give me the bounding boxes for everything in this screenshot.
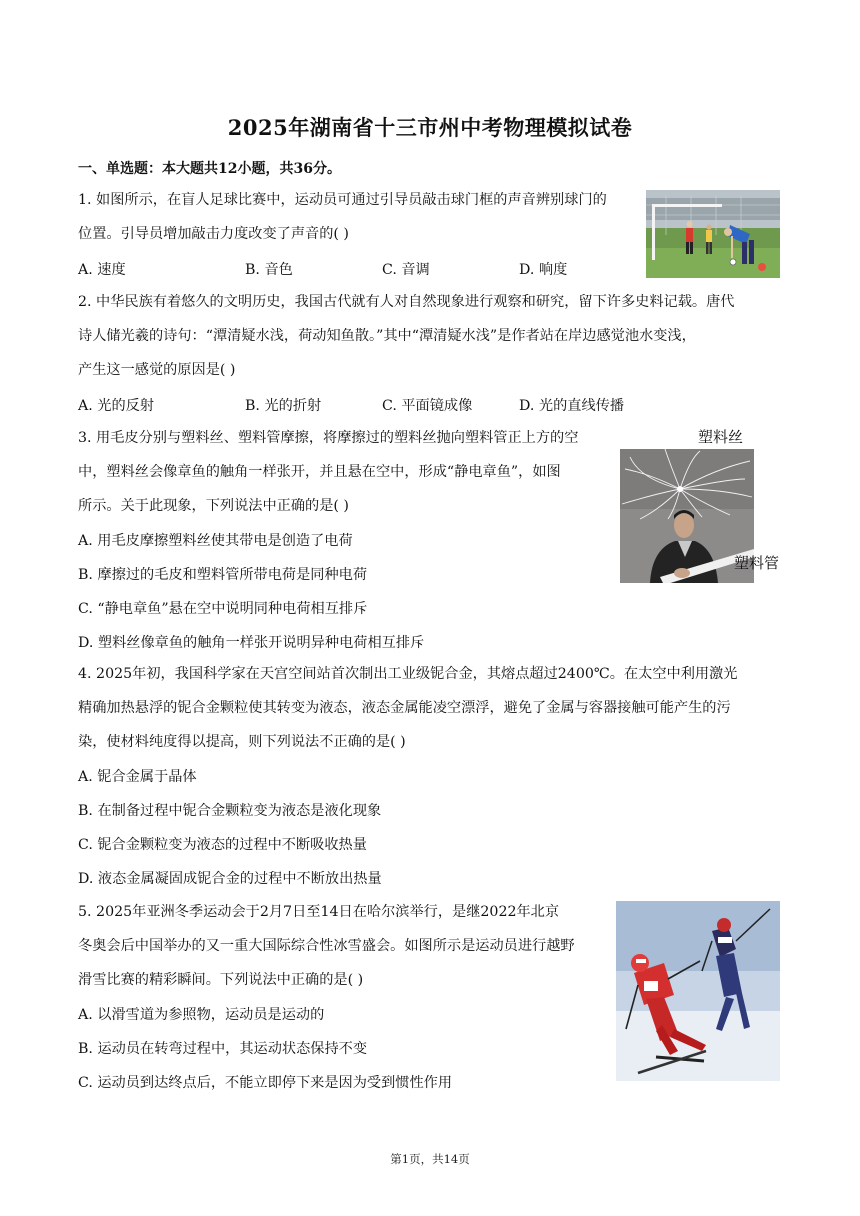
q1-option-d: D. 响度 [519,262,568,278]
q3-line-1: 3. 用毛皮分别与塑料丝、塑料管摩擦，将摩擦过的塑料丝抛向塑料管正上方的空 [78,430,579,446]
skiing-photo [616,901,780,1081]
q3-line-3: 所示。关于此现象，下列说法中正确的是( ) [78,498,349,514]
football-photo [646,190,780,278]
page-title: 2025年湖南省十三市州中考物理模拟试卷 [227,115,633,140]
q1-option-c: C. 音调 [382,262,430,278]
q4-line-3: 染，使材料纯度得以提高，则下列说法不正确的是( ) [78,734,406,750]
q2-line-1: 2. 中华民族有着悠久的文明历史，我国古代就有人对自然现象进行观察和研究，留下许多史料记载。唐代 [78,294,735,310]
q4-option-a: A. 铌合金属于晶体 [78,769,197,785]
q3-line-2: 中，塑料丝会像章鱼的触角一样张开，并且悬在空中，形成“静电章鱼”，如图 [78,464,561,480]
q2-option-c: C. 平面镜成像 [382,398,473,414]
plastic-tube-label: 塑料管 [734,554,780,572]
q5-option-b: B. 运动员在转弯过程中，其运动状态保持不变 [78,1041,368,1057]
q4-option-b: B. 在制备过程中铌合金颗粒变为液态是液化现象 [78,803,382,819]
section-heading: 一、单选题：本大题共12小题，共36分。 [78,161,341,177]
q5-option-a: A. 以滑雪道为参照物，运动员是运动的 [78,1007,325,1023]
plastic-thread-label: 塑料丝 [698,428,744,446]
q4-option-d: D. 液态金属凝固成铌合金的过程中不断放出热量 [78,871,382,887]
q3-option-c: C. “静电章鱼”悬在空中说明同种电荷相互排斥 [78,601,368,617]
q3-option-a: A. 用毛皮摩擦塑料丝使其带电是创造了电荷 [78,533,353,549]
page-footer: 第1页，共14页 [390,1152,470,1166]
q1-line-1: 1. 如图所示，在盲人足球比赛中，运动员可通过引导员敲击球门框的声音辨别球门的 [78,192,607,208]
q4-line-1: 4. 2025年初，我国科学家在天宫空间站首次制出工业级铌合金，其熔点超过2400℃。在太空中利用激光 [78,666,738,682]
q4-line-2: 精确加热悬浮的铌合金颗粒使其转变为液态，液态金属能凌空漂浮，避免了金属与容器接触可能产生的污 [78,700,731,716]
q2-option-b: B. 光的折射 [245,398,322,414]
q3-option-d: D. 塑料丝像章鱼的触角一样张开说明异种电荷相互排斥 [78,635,425,651]
q1-option-a: A. 速度 [78,262,126,278]
q3-option-b: B. 摩擦过的毛皮和塑料管所带电荷是同种电荷 [78,567,368,583]
q1-option-b: B. 音色 [245,262,293,278]
q4-option-c: C. 铌合金颗粒变为液态的过程中不断吸收热量 [78,837,367,853]
q1-line-2: 位置。引导员增加敲击力度改变了声音的( ) [78,226,349,242]
q5-line-2: 冬奥会后中国举办的又一重大国际综合性冰雪盛会。如图所示是运动员进行越野 [78,938,575,954]
q5-line-3: 滑雪比赛的精彩瞬间。下列说法中正确的是( ) [78,972,364,988]
q2-option-d: D. 光的直线传播 [519,398,625,414]
q2-line-3: 产生这一感觉的原因是( ) [78,362,236,378]
q5-line-1: 5. 2025年亚洲冬季运动会于2月7日至14日在哈尔滨举行，是继2022年北京 [78,904,560,920]
q2-option-a: A. 光的反射 [78,398,155,414]
q5-option-c: C. 运动员到达终点后，不能立即停下来是因为受到惯性作用 [78,1075,453,1091]
q2-line-2: 诗人储光羲的诗句：“潭清疑水浅，荷动知鱼散。”其中“潭清疑水浅”是作者站在岸边感觉池水变浅， [78,328,696,344]
